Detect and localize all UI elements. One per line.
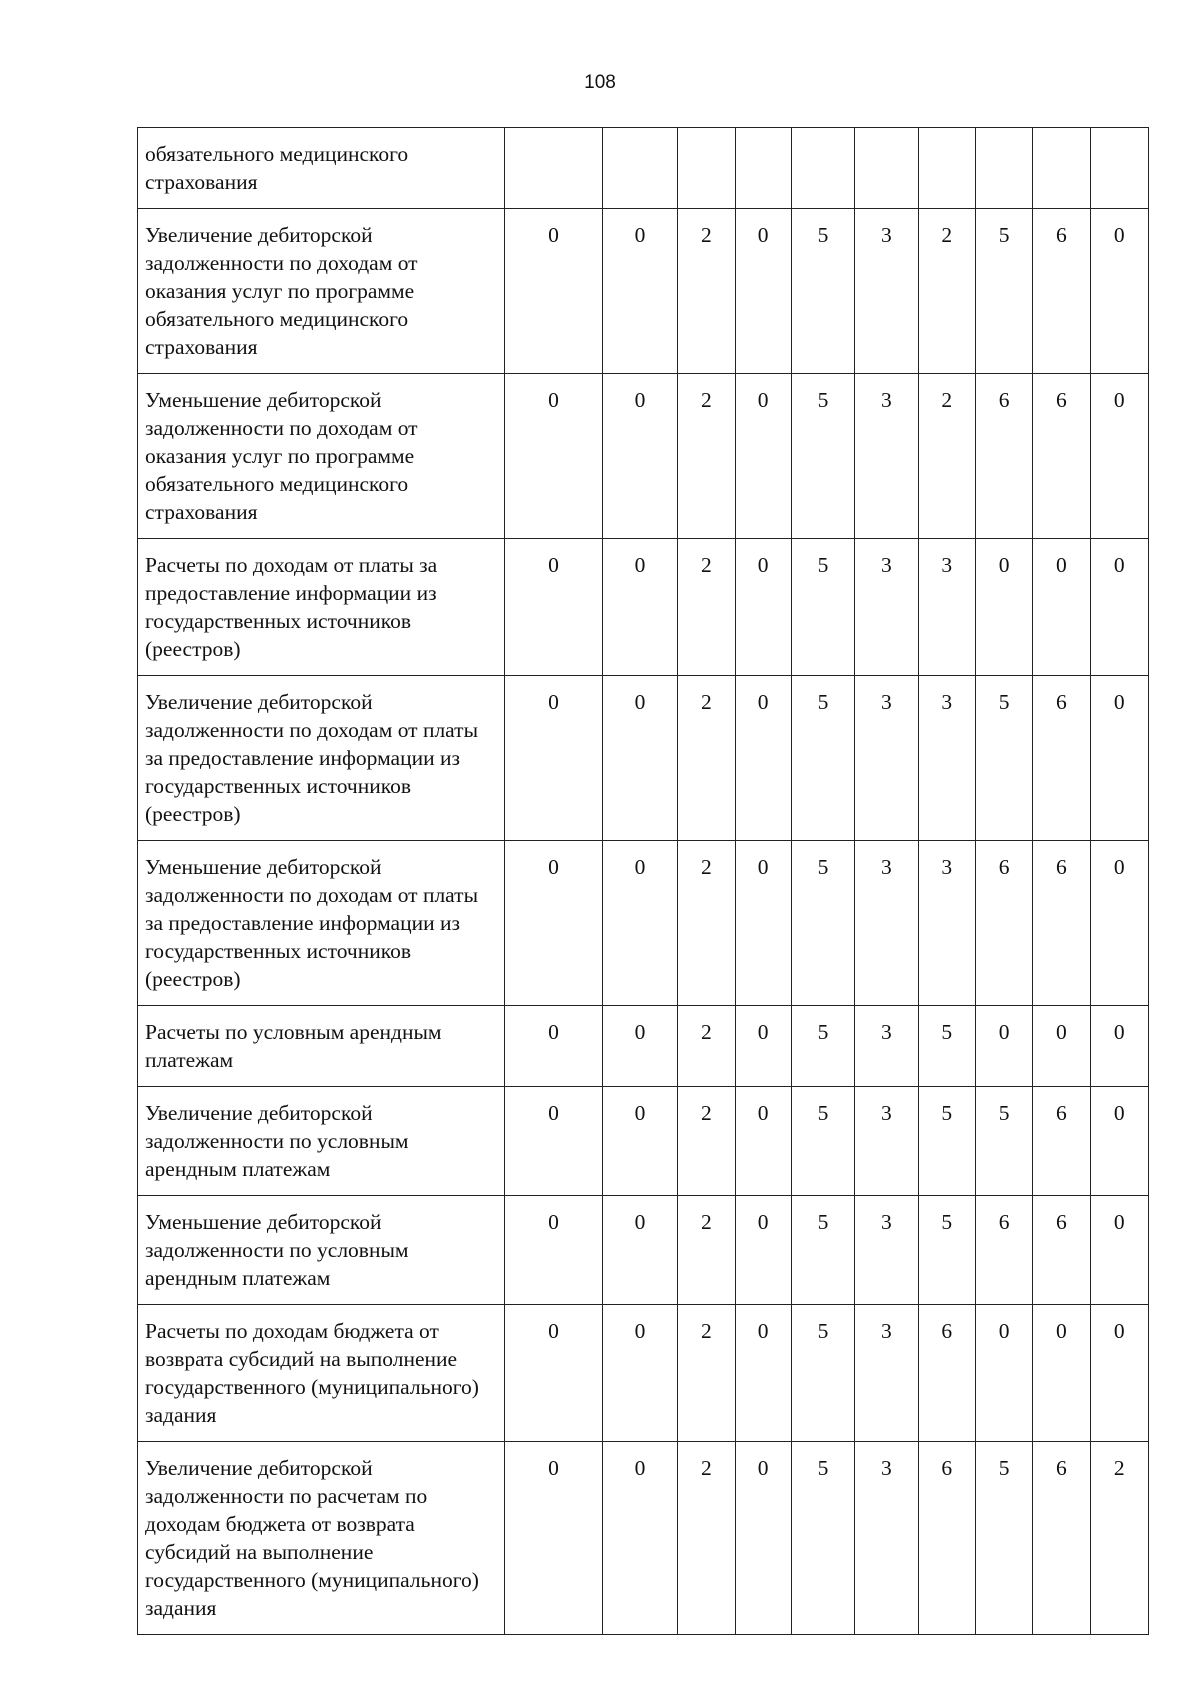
code-digit-cell: 0	[602, 374, 677, 539]
table-row	[138, 841, 1149, 1006]
code-digit-cell: 2	[1090, 1442, 1148, 1635]
code-digit-cell: 6	[1033, 841, 1090, 1006]
code-digit-cell	[602, 128, 677, 209]
code-digit-cell: 0	[1090, 539, 1148, 676]
code-digit-cell: 0	[602, 841, 677, 1006]
code-digit-cell: 5	[975, 1442, 1032, 1635]
code-digit-cell: 0	[1090, 1006, 1148, 1087]
code-digit-cell: 0	[1090, 374, 1148, 539]
code-digit-cell: 6	[1033, 1087, 1090, 1196]
code-digit-cell: 2	[918, 209, 975, 374]
code-digit-cell: 3	[855, 374, 918, 539]
code-digit-cell: 2	[678, 841, 735, 1006]
code-digit-cell: 5	[791, 539, 854, 676]
code-digit-cell: 2	[678, 209, 735, 374]
code-digit-cell: 0	[735, 374, 791, 539]
code-digit-cell: 0	[735, 1006, 791, 1087]
code-digit-cell: 6	[1033, 1442, 1090, 1635]
table-row	[138, 676, 1149, 841]
code-digit-cell: 0	[735, 841, 791, 1006]
code-digit-cell: 0	[1033, 539, 1090, 676]
table-row	[138, 1196, 1149, 1305]
code-digit-cell: 5	[918, 1087, 975, 1196]
code-digit-cell: 3	[855, 1305, 918, 1442]
code-digit-cell: 5	[791, 841, 854, 1006]
code-digit-cell: 0	[602, 539, 677, 676]
code-digit-cell: 2	[678, 374, 735, 539]
table-row	[138, 539, 1149, 676]
row-label: Уменьшение дебиторской задолженности по доходам от оказания услуг по программе обязательного медицинского страхования	[138, 374, 505, 539]
code-digit-cell: 0	[735, 209, 791, 374]
row-label: Уменьшение дебиторской задолженности по доходам от платы за предоставление информации из государственных источников (реестров)	[138, 841, 505, 1006]
code-digit-cell: 3	[855, 1442, 918, 1635]
code-digit-cell: 2	[678, 539, 735, 676]
code-digit-cell: 0	[505, 539, 603, 676]
code-digit-cell: 5	[975, 676, 1032, 841]
code-digit-cell: 5	[791, 1006, 854, 1087]
code-digit-cell: 0	[975, 1006, 1032, 1087]
code-digit-cell: 6	[975, 1196, 1032, 1305]
code-digit-cell: 2	[678, 1442, 735, 1635]
code-digit-cell: 6	[1033, 374, 1090, 539]
code-digit-cell: 0	[602, 1196, 677, 1305]
code-digit-cell: 0	[602, 1006, 677, 1087]
code-digit-cell: 0	[735, 1196, 791, 1305]
code-digit-cell: 2	[678, 1196, 735, 1305]
table-row	[138, 128, 1149, 209]
code-digit-cell	[975, 128, 1032, 209]
code-digit-cell: 6	[1033, 209, 1090, 374]
code-digit-cell	[918, 128, 975, 209]
table-row	[138, 1006, 1149, 1087]
code-digit-cell: 0	[505, 374, 603, 539]
code-digit-cell: 3	[855, 1087, 918, 1196]
code-digit-cell	[678, 128, 735, 209]
row-label: Расчеты по доходам бюджета от возврата субсидий на выполнение государственного (муниципального) задания	[138, 1305, 505, 1442]
code-digit-cell: 2	[678, 1087, 735, 1196]
code-digit-cell	[505, 128, 603, 209]
code-digit-cell: 0	[735, 1442, 791, 1635]
code-digit-cell: 0	[735, 1305, 791, 1442]
row-label: обязательного медицинского страхования	[138, 128, 505, 209]
code-digit-cell: 3	[855, 1196, 918, 1305]
code-digit-cell: 0	[735, 676, 791, 841]
code-digit-cell: 0	[505, 1305, 603, 1442]
row-label: Увеличение дебиторской задолженности по доходам от платы за предоставление информации из государственных источников (реестров)	[138, 676, 505, 841]
row-label: Расчеты по условным арендным платежам	[138, 1006, 505, 1087]
code-digit-cell: 0	[602, 209, 677, 374]
code-digit-cell: 3	[855, 539, 918, 676]
code-digit-cell: 6	[918, 1442, 975, 1635]
code-digit-cell: 5	[791, 1087, 854, 1196]
code-digit-cell: 0	[1033, 1006, 1090, 1087]
code-digit-cell: 2	[678, 1305, 735, 1442]
code-digit-cell: 3	[855, 676, 918, 841]
code-digit-cell: 6	[1033, 1196, 1090, 1305]
code-digit-cell: 6	[1033, 676, 1090, 841]
code-digit-cell: 0	[735, 1087, 791, 1196]
code-digit-cell: 2	[918, 374, 975, 539]
row-label: Расчеты по доходам от платы за предоставление информации из государственных источников (реестров)	[138, 539, 505, 676]
code-digit-cell: 0	[1090, 841, 1148, 1006]
code-digit-cell	[855, 128, 918, 209]
code-digit-cell: 3	[918, 841, 975, 1006]
row-label: Уменьшение дебиторской задолженности по условным арендным платежам	[138, 1196, 505, 1305]
table-row	[138, 1442, 1149, 1635]
code-digit-cell	[735, 128, 791, 209]
code-digit-cell: 0	[505, 841, 603, 1006]
code-digit-cell: 0	[505, 1087, 603, 1196]
code-digit-cell	[1090, 128, 1148, 209]
code-digit-cell: 0	[505, 676, 603, 841]
code-digit-cell: 3	[855, 1006, 918, 1087]
code-digit-cell: 5	[918, 1006, 975, 1087]
code-digit-cell: 6	[975, 841, 1032, 1006]
code-digit-cell: 5	[791, 209, 854, 374]
code-digit-cell: 0	[602, 676, 677, 841]
code-digit-cell: 5	[975, 209, 1032, 374]
code-digit-cell: 5	[918, 1196, 975, 1305]
code-digit-cell: 5	[791, 1442, 854, 1635]
code-digit-cell: 6	[975, 374, 1032, 539]
code-digit-cell: 3	[855, 209, 918, 374]
table-row	[138, 209, 1149, 374]
code-digit-cell: 5	[791, 1196, 854, 1305]
code-digit-cell: 0	[505, 1196, 603, 1305]
code-digit-cell: 0	[505, 1006, 603, 1087]
code-digit-cell: 5	[791, 374, 854, 539]
row-label: Увеличение дебиторской задолженности по расчетам по доходам бюджета от возврата субсидий на выполнение государственного (муниципального) задания	[138, 1442, 505, 1635]
code-digit-cell: 0	[602, 1442, 677, 1635]
code-digit-cell: 0	[1090, 1305, 1148, 1442]
table-row	[138, 1305, 1149, 1442]
code-digit-cell	[791, 128, 854, 209]
code-digit-cell: 0	[505, 209, 603, 374]
code-digit-cell: 6	[918, 1305, 975, 1442]
table-row	[138, 1087, 1149, 1196]
code-digit-cell: 2	[678, 676, 735, 841]
table-row	[138, 374, 1149, 539]
code-digit-cell: 0	[1090, 1196, 1148, 1305]
code-digit-cell: 0	[735, 539, 791, 676]
page-number: 108	[584, 72, 616, 93]
code-digit-cell: 5	[791, 676, 854, 841]
code-digit-cell: 5	[975, 1087, 1032, 1196]
code-digit-cell: 0	[505, 1442, 603, 1635]
code-digit-cell: 0	[975, 1305, 1032, 1442]
account-codes-table	[137, 127, 1149, 1635]
code-digit-cell: 2	[678, 1006, 735, 1087]
code-digit-cell: 3	[918, 676, 975, 841]
code-digit-cell: 0	[975, 539, 1032, 676]
code-digit-cell: 0	[1090, 676, 1148, 841]
code-digit-cell: 5	[791, 1305, 854, 1442]
code-digit-cell: 0	[1090, 209, 1148, 374]
code-digit-cell: 0	[1090, 1087, 1148, 1196]
code-digit-cell: 3	[855, 841, 918, 1006]
code-digit-cell	[1033, 128, 1090, 209]
row-label: Увеличение дебиторской задолженности по доходам от оказания услуг по программе обязательного медицинского страхования	[138, 209, 505, 374]
code-digit-cell: 0	[602, 1305, 677, 1442]
row-label: Увеличение дебиторской задолженности по условным арендным платежам	[138, 1087, 505, 1196]
code-digit-cell: 0	[1033, 1305, 1090, 1442]
code-digit-cell: 3	[918, 539, 975, 676]
code-digit-cell: 0	[602, 1087, 677, 1196]
